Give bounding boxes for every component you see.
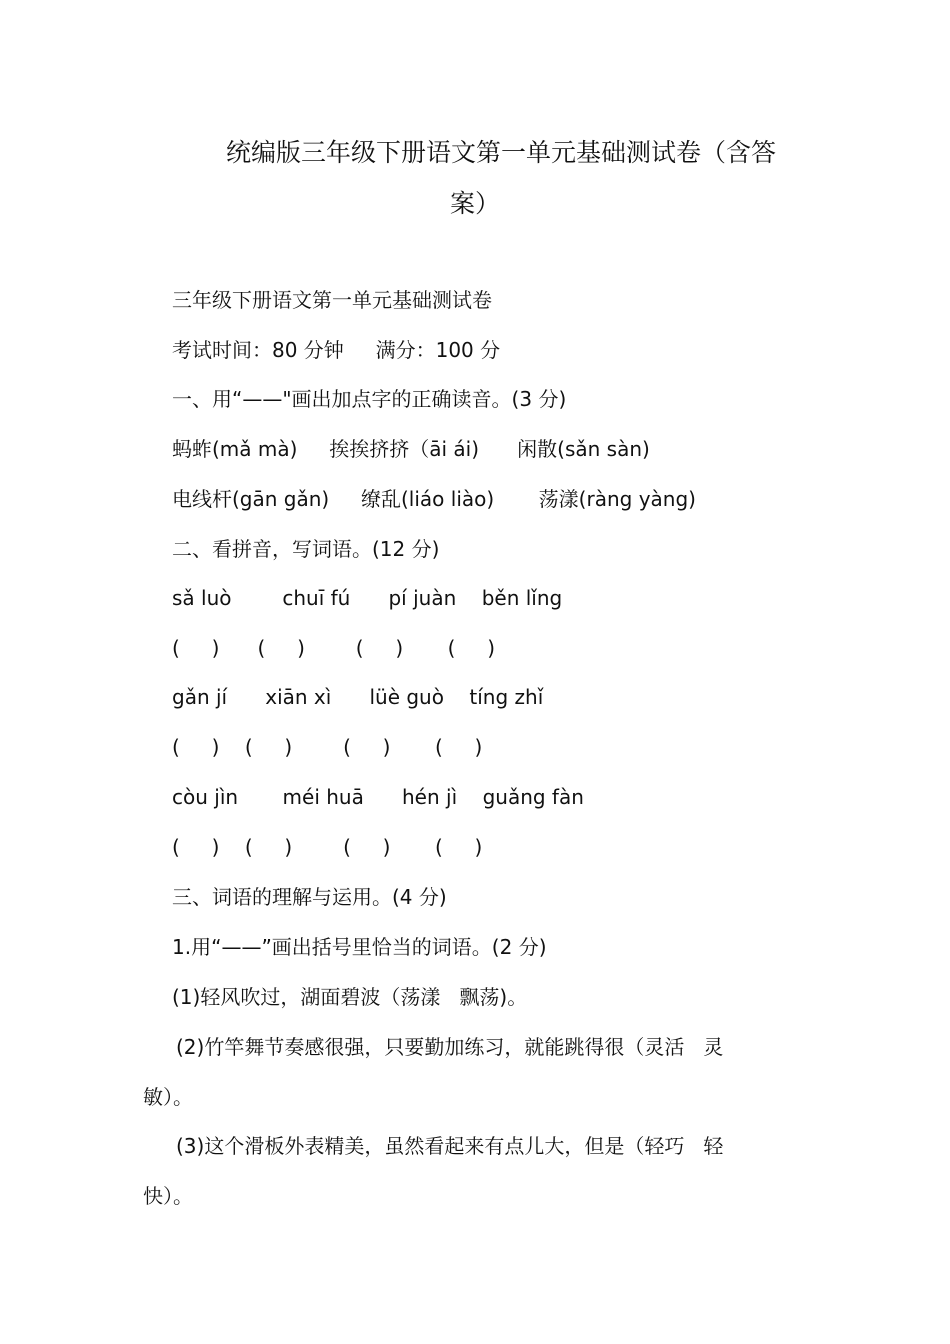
answer-brackets-row-1: ( ) ( ) ( ) ( ) xyxy=(172,636,496,660)
exam-time-and-score: 考试时间：80 分钟 满分：100 分 xyxy=(172,338,501,362)
question-3-1-item-1: (1)轻风吹过，湖面碧波（荡漾 飘荡)。 xyxy=(172,985,528,1009)
section-2-heading: 二、看拼音，写词语。(12 分) xyxy=(172,537,440,561)
document-title-continued: 案） xyxy=(449,189,500,218)
question-3-1-item-2-continued: 敏）。 xyxy=(143,1085,193,1109)
pinyin-row-3: còu jìn méi huā hén jì guǎng fàn xyxy=(172,785,584,809)
pinyin-row-1: sǎ luò chuī fú pí juàn běn lǐng xyxy=(172,586,563,610)
question-3-1-item-3: (3)这个滑板外表精美，虽然看起来有点儿大，但是（轻巧 轻 xyxy=(176,1134,724,1158)
section-3-heading: 三、词语的理解与运用。(4 分) xyxy=(172,885,447,909)
exam-subtitle: 三年级下册语文第一单元基础测试卷 xyxy=(172,288,492,312)
question-3-1-item-3-continued: 快）。 xyxy=(143,1184,193,1208)
section-1-row-1: 蚂蚱(mǎ mà) 挨挨挤挤（āi ái) 闲散(sǎn sàn) xyxy=(172,437,650,461)
section-1-row-2: 电线杆(gān gǎn) 缭乱(liáo liào) 荡漾(ràng yàng) xyxy=(172,487,696,511)
question-3-1-heading: 1.用“——”画出括号里恰当的词语。(2 分) xyxy=(172,935,547,959)
question-3-1-item-2: (2)竹竿舞节奏感很强，只要勤加练习，就能跳得很（灵活 灵 xyxy=(176,1035,724,1059)
pinyin-row-2: gǎn jí xiān xì lüè guò tíng zhǐ xyxy=(172,685,544,709)
section-1-heading: 一、用“——"画出加点字的正确读音。(3 分) xyxy=(172,387,567,411)
answer-brackets-row-3: ( ) ( ) ( ) ( ) xyxy=(172,835,483,859)
answer-brackets-row-2: ( ) ( ) ( ) ( ) xyxy=(172,735,483,759)
document-title: 统编版三年级下册语文第一单元基础测试卷（含答 xyxy=(225,138,776,167)
